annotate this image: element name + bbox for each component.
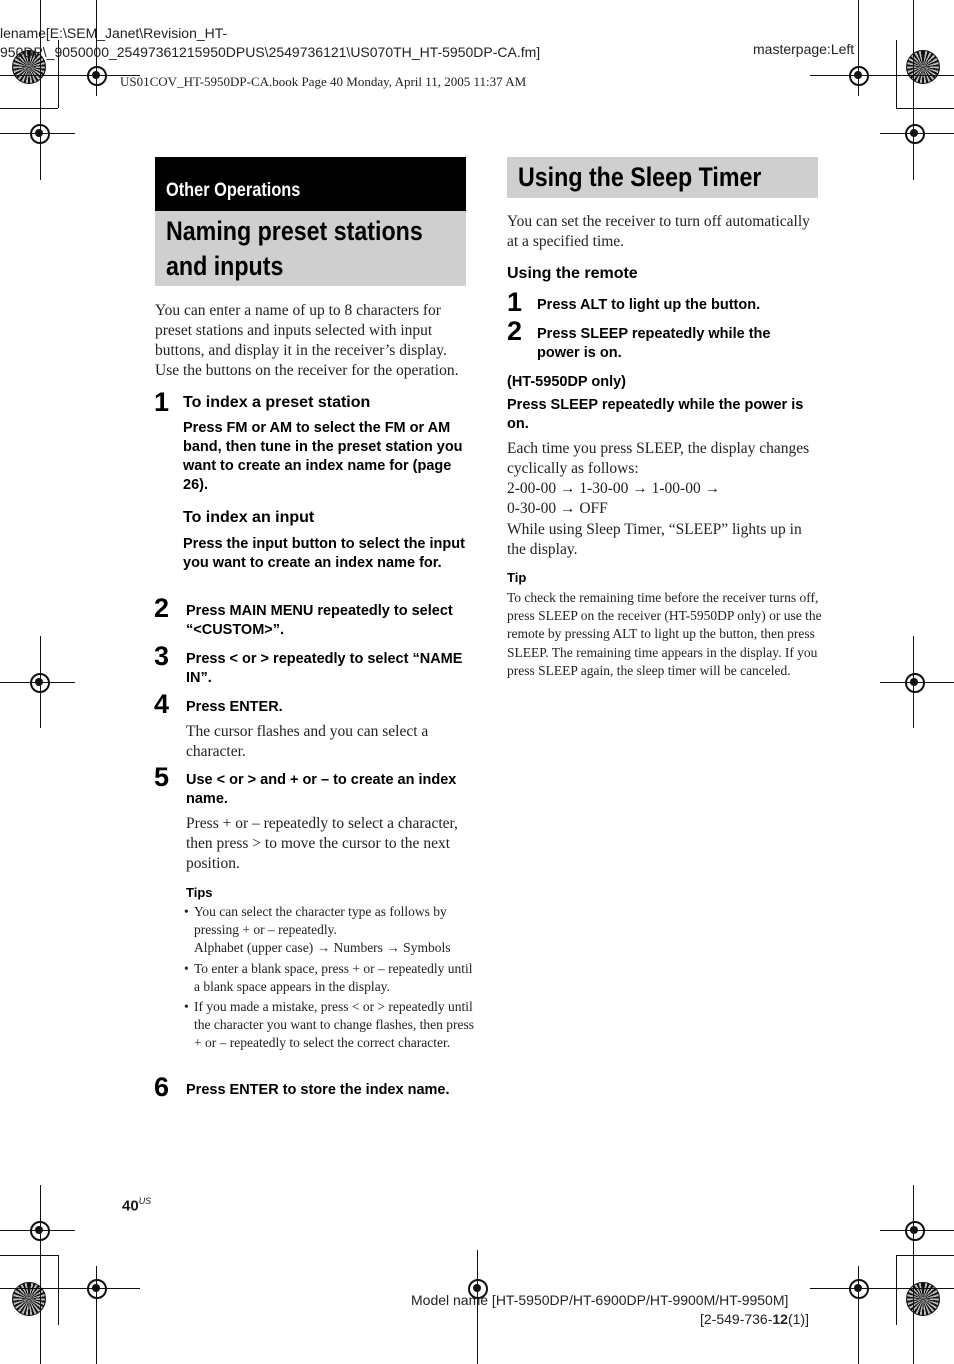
tip-3-text: If you made a mistake, press < or > repeatedly until the character you want to change flashes, then press + or – repeatedly to select the correct character.	[194, 999, 475, 1051]
page-title	[155, 211, 466, 286]
intro-paragraph: You can enter a name of up to 8 characters for preset stations and inputs selected with input buttons, and display it in the receiver’s display. Use the buttons on the receiver for the operation.	[155, 302, 459, 379]
filename-line-1: lename[E:\SEM_Janet\Revision_HT-	[0, 25, 228, 41]
part-code-prefix: [2-549-736-	[700, 1311, 773, 1327]
page-title-line-1: Naming preset stations	[166, 216, 423, 246]
step-3-number: 3	[154, 641, 170, 671]
step-6-number: 6	[154, 1072, 170, 1102]
step-2-text: Press MAIN MENU repeatedly to select “<CUSTOM>”.	[186, 603, 453, 638]
crop-line	[896, 1255, 897, 1325]
cycle-outro: While using Sleep Timer, “SLEEP” lights up in the display.	[507, 521, 802, 558]
crop-line	[896, 40, 897, 108]
tip-text: To check the remaining time before the receiver turns off, press SLEEP on the receiver (HT-5950DP only) or use the remote by pressing ALT to light up the button, then press SLEEP. The remaining time appears in the display. If you press SLEEP again, the sleep timer will be canceled.	[507, 590, 822, 678]
crop-line	[913, 1185, 914, 1364]
masterpage-label: masterpage:Left	[753, 41, 855, 57]
model-only-text: Press SLEEP repeatedly while the power is on.	[507, 397, 804, 432]
step-5-body: Press + or – repeatedly to select a character, then press > to move the cursor to the next position.	[186, 815, 458, 872]
part-code-bold: 12	[772, 1311, 788, 1327]
tip-label: Tip	[507, 570, 527, 585]
sleep-timer-title	[507, 157, 818, 198]
crop-line	[0, 1288, 140, 1289]
step-4-body: The cursor flashes and you can select a character.	[186, 723, 429, 760]
step-2-number: 2	[154, 593, 170, 623]
crop-line	[880, 1230, 954, 1231]
section-label-bar	[155, 157, 466, 211]
crop-line	[810, 75, 954, 76]
crop-line	[58, 1255, 59, 1325]
crop-line	[0, 108, 58, 109]
model-only-heading: (HT-5950DP only)	[507, 374, 626, 390]
list-item	[184, 903, 474, 958]
step-1-sub-heading: To index an input	[183, 509, 315, 526]
crop-line	[896, 1255, 954, 1256]
filename-line-2: 950DP\_9050000_25497361215950DPUS\2549736121\US070TH_HT-5950DP-CA.fm]	[0, 44, 541, 60]
step-1-text: Press FM or AM to select the FM or AM band, then tune in the preset station you want to create an index name for (page 26).	[183, 420, 463, 493]
remote-step-1-number: 1	[507, 287, 523, 317]
step-1-number: 1	[154, 387, 170, 417]
step-6-text: Press ENTER to store the index name.	[186, 1082, 450, 1098]
crop-line	[896, 108, 954, 109]
tips-list	[184, 903, 474, 1055]
crop-line	[0, 682, 75, 683]
part-code-suffix: (1)]	[787, 1311, 809, 1327]
page-number	[122, 1196, 151, 1215]
tip-2-text: To enter a blank space, press + or – repeatedly until a blank space appears in the display.	[194, 960, 473, 994]
cycle-sequence-line-2: 0-30-00 → OFF	[507, 500, 608, 517]
step-5-number: 5	[154, 762, 170, 792]
step-1-sub-text: Press the input button to select the input you want to create an index name for.	[183, 536, 465, 571]
crop-line	[40, 636, 41, 728]
crop-line	[880, 682, 954, 683]
step-4-number: 4	[154, 689, 170, 719]
color-target-icon	[906, 50, 940, 84]
step-3-text: Press < or > repeatedly to select “NAME IN”.	[186, 651, 463, 686]
sleep-intro: You can set the receiver to turn off automatically at a specified time.	[507, 213, 810, 250]
crop-line	[913, 0, 914, 180]
tip-1-text: You can select the character type as follows by pressing + or – repeatedly.	[194, 904, 447, 938]
tip-1-sequence: Alphabet (upper case) → Numbers → Symbols	[194, 940, 451, 956]
cycle-intro: Each time you press SLEEP, the display changes cyclically as follows:	[507, 440, 810, 477]
remote-heading: Using the remote	[507, 265, 638, 282]
crop-line	[858, 1266, 859, 1364]
step-5-text: Use < or > and + or – to create an index name.	[186, 772, 457, 807]
book-info-line: US01COV_HT-5950DP-CA.book Page 40 Monday, April 11, 2005 11:37 AM	[120, 74, 527, 89]
crop-line	[0, 133, 75, 134]
page-number-suffix: US	[138, 1196, 152, 1206]
remote-step-2-text: Press SLEEP repeatedly while the power is on.	[537, 326, 771, 361]
remote-step-1-text: Press ALT to light up the button.	[537, 297, 761, 313]
sleep-timer-title-text: Using the Sleep Timer	[518, 162, 762, 192]
list-item	[184, 960, 474, 996]
crop-line	[40, 1185, 41, 1364]
crop-line	[913, 636, 914, 728]
crop-line	[0, 1230, 75, 1231]
model-name-line: Model name [HT-5950DP/HT-6900DP/HT-9900M/HT-9950M]	[411, 1292, 789, 1308]
part-code-line	[700, 1311, 809, 1327]
page-title-line-2: and inputs	[166, 251, 284, 281]
cycle-sequence-line-1: 2-00-00 → 1-30-00 → 1-00-00 →	[507, 480, 721, 497]
section-label: Other Operations	[166, 180, 301, 201]
crop-line	[858, 0, 859, 96]
crop-line	[96, 1266, 97, 1364]
step-4-text: Press ENTER.	[186, 699, 283, 715]
list-item	[184, 998, 474, 1053]
crop-line	[810, 1288, 954, 1289]
tips-label: Tips	[186, 885, 213, 900]
crop-line	[0, 1255, 58, 1256]
crop-line	[0, 75, 140, 76]
page-number-value: 40	[122, 1197, 139, 1215]
crop-line	[880, 133, 954, 134]
remote-step-2-number: 2	[507, 316, 523, 346]
step-1-heading: To index a preset station	[183, 394, 371, 411]
